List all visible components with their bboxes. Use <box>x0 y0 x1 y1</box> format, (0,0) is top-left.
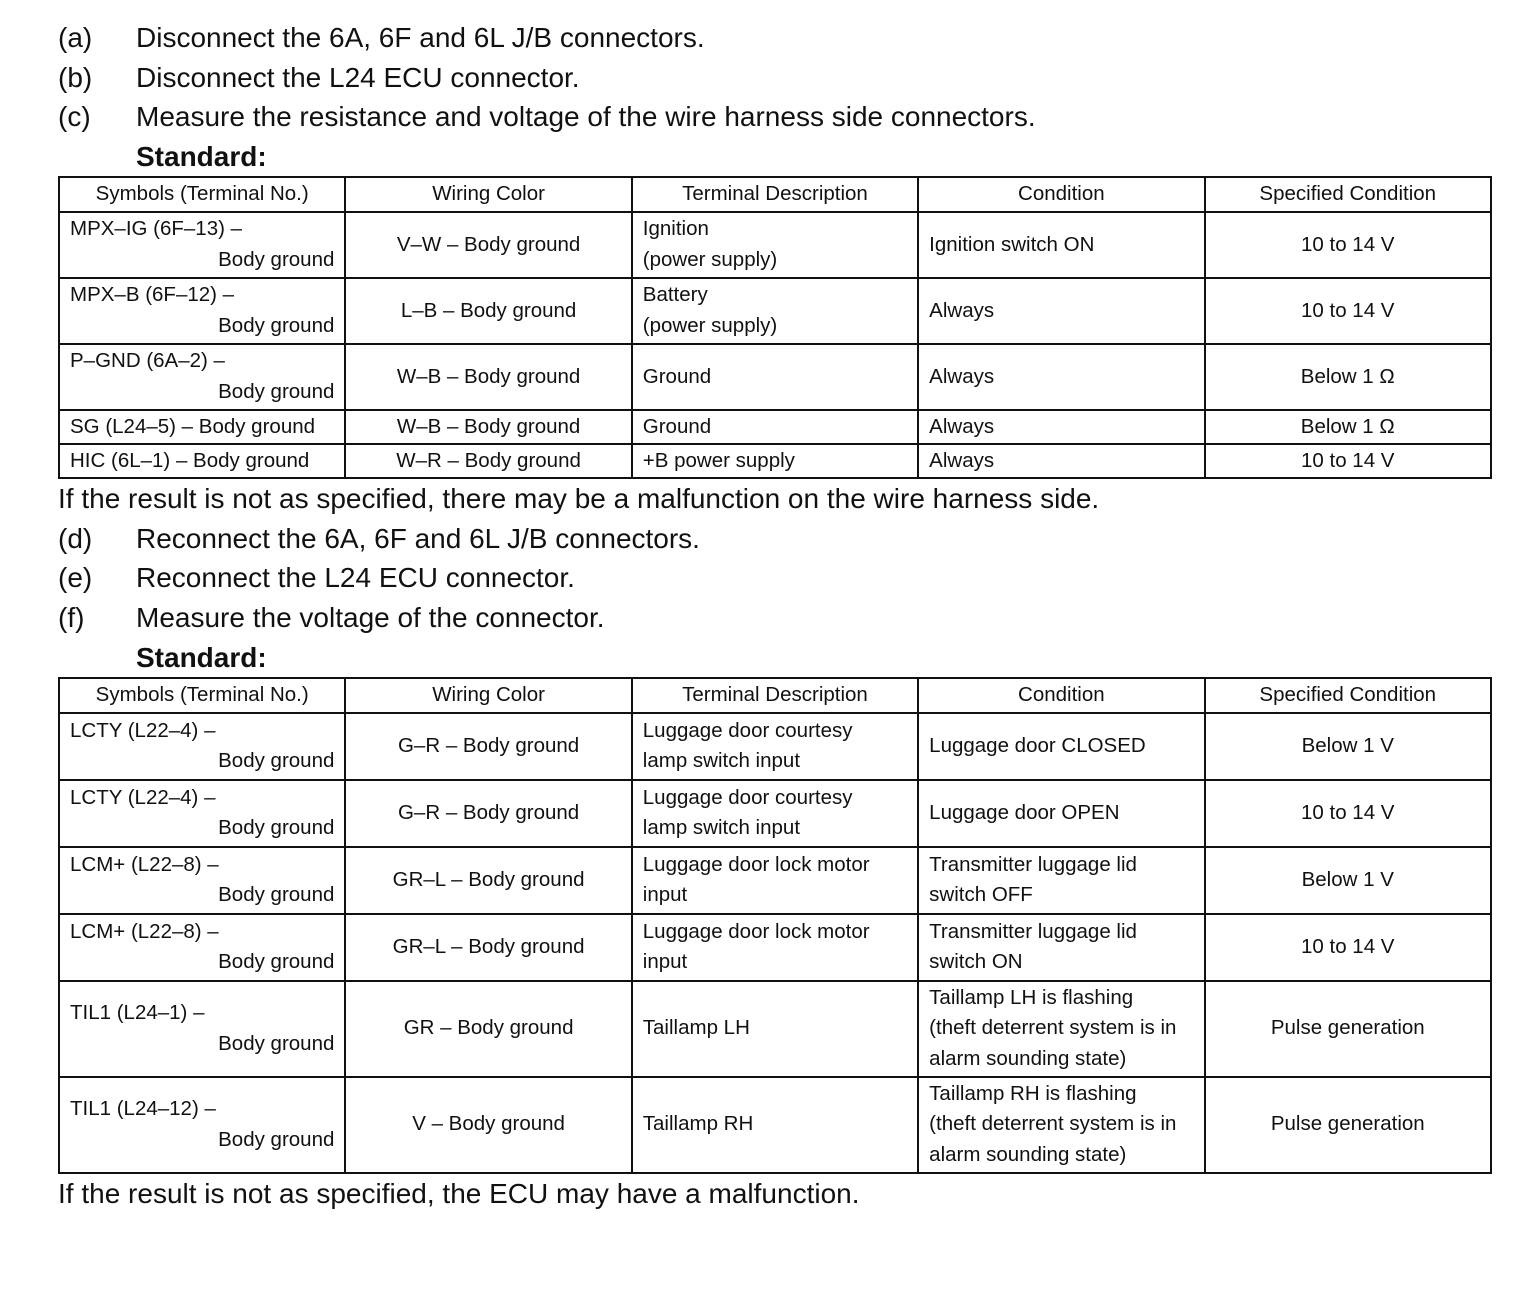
spec-cell: Pulse generation <box>1205 1077 1491 1173</box>
symbol-cell: SG (L24–5) – Body ground <box>59 410 345 444</box>
header-symbols: Symbols (Terminal No.) <box>59 177 345 212</box>
step-label: (f) <box>58 601 85 633</box>
spec-cell: Below 1 Ω <box>1205 344 1491 410</box>
table-row <box>59 1077 1491 1173</box>
description-cell: Luggage door courtesy lamp switch input <box>632 780 918 847</box>
header-terminal-description: Terminal Description <box>632 177 918 212</box>
wiring-cell: W–R – Body ground <box>345 444 631 478</box>
header-condition: Condition <box>918 678 1204 713</box>
wiring-cell: W–B – Body ground <box>345 410 631 444</box>
symbol-cell: LCM+ (L22–8) – Body ground <box>59 847 345 914</box>
table-header-row <box>59 177 1491 212</box>
step-text: Disconnect the L24 ECU connector. <box>136 61 580 93</box>
condition-cell: Always <box>918 344 1204 410</box>
step-text: Measure the voltage of the connector. <box>136 601 605 633</box>
condition-cell: Luggage door CLOSED <box>918 713 1204 780</box>
condition-cell: Transmitter luggage lid switch ON <box>918 914 1204 981</box>
step-b <box>58 58 1490 98</box>
step-a <box>58 18 1490 58</box>
condition-cell: Transmitter luggage lid switch OFF <box>918 847 1204 914</box>
table-row <box>59 780 1491 847</box>
header-specified-condition: Specified Condition <box>1205 678 1491 713</box>
header-symbols: Symbols (Terminal No.) <box>59 678 345 713</box>
standard-heading: Standard: <box>136 140 267 172</box>
resistance-voltage-table <box>58 176 1492 479</box>
symbol-cell: HIC (6L–1) – Body ground <box>59 444 345 478</box>
description-cell: Ground <box>632 410 918 444</box>
description-cell: Ignition (power supply) <box>632 212 918 278</box>
header-wiring-color: Wiring Color <box>345 678 631 713</box>
step-text: Measure the resistance and voltage of the wire harness side connectors. <box>136 101 1036 133</box>
condition-cell: Always <box>918 278 1204 344</box>
condition-cell: Taillamp RH is flashing (theft deterrent system is in alarm sounding state) <box>918 1077 1204 1173</box>
step-label: (b) <box>58 61 93 93</box>
condition-cell: Always <box>918 410 1204 444</box>
wiring-cell: W–B – Body ground <box>345 344 631 410</box>
table-row <box>59 410 1491 444</box>
wiring-cell: G–R – Body ground <box>345 713 631 780</box>
connector-voltage-table <box>58 677 1492 1174</box>
wiring-cell: G–R – Body ground <box>345 780 631 847</box>
spec-cell: Below 1 V <box>1205 713 1491 780</box>
step-label: (e) <box>58 562 93 594</box>
spec-cell: 10 to 14 V <box>1205 278 1491 344</box>
ecu-malfunction-note: If the result is not as specified, the ECU may have a malfunction. <box>58 1177 860 1209</box>
description-cell: Luggage door courtesy lamp switch input <box>632 713 918 780</box>
table-row <box>59 981 1491 1077</box>
step-label: (d) <box>58 522 93 554</box>
spec-cell: Pulse generation <box>1205 981 1491 1077</box>
step-e <box>58 558 1490 598</box>
spec-cell: Below 1 Ω <box>1205 410 1491 444</box>
symbol-cell: MPX–IG (6F–13) – Body ground <box>59 212 345 278</box>
table-row <box>59 847 1491 914</box>
symbol-cell: TIL1 (L24–12) – Body ground <box>59 1077 345 1173</box>
spec-cell: Below 1 V <box>1205 847 1491 914</box>
symbol-cell: TIL1 (L24–1) – Body ground <box>59 981 345 1077</box>
header-terminal-description: Terminal Description <box>632 678 918 713</box>
description-cell: Taillamp RH <box>632 1077 918 1173</box>
step-label: (a) <box>58 22 93 53</box>
condition-cell: Ignition switch ON <box>918 212 1204 278</box>
header-wiring-color: Wiring Color <box>345 177 631 212</box>
step-text: Reconnect the L24 ECU connector. <box>136 562 575 594</box>
header-specified-condition: Specified Condition <box>1205 177 1491 212</box>
step-c <box>58 97 1490 137</box>
spec-cell: 10 to 14 V <box>1205 212 1491 278</box>
spec-cell: 10 to 14 V <box>1205 780 1491 847</box>
table-row <box>59 713 1491 780</box>
table-header-row <box>59 678 1491 713</box>
symbol-cell: LCTY (L22–4) – Body ground <box>59 713 345 780</box>
wire-harness-note: If the result is not as specified, there may be a malfunction on the wire harness side. <box>58 482 1100 514</box>
header-condition: Condition <box>918 177 1204 212</box>
wiring-cell: V–W – Body ground <box>345 212 631 278</box>
description-cell: +B power supply <box>632 444 918 478</box>
table-row <box>59 344 1491 410</box>
condition-cell: Taillamp LH is flashing (theft deterrent system is in alarm sounding state) <box>918 981 1204 1077</box>
description-cell: Luggage door lock motor input <box>632 847 918 914</box>
table-row <box>59 444 1491 478</box>
symbol-cell: LCTY (L22–4) – Body ground <box>59 780 345 847</box>
table-row <box>59 914 1491 981</box>
step-d <box>58 519 1490 559</box>
wiring-cell: GR–L – Body ground <box>345 914 631 981</box>
wiring-cell: GR–L – Body ground <box>345 847 631 914</box>
description-cell: Ground <box>632 344 918 410</box>
condition-cell: Always <box>918 444 1204 478</box>
table-row <box>59 212 1491 278</box>
description-cell: Battery (power supply) <box>632 278 918 344</box>
standard-heading: Standard: <box>136 641 267 673</box>
document-page <box>58 18 1490 1214</box>
step-label: (c) <box>58 101 91 133</box>
wiring-cell: GR – Body ground <box>345 981 631 1077</box>
wiring-cell: V – Body ground <box>345 1077 631 1173</box>
symbol-cell: LCM+ (L22–8) – Body ground <box>59 914 345 981</box>
symbol-cell: MPX–B (6F–12) – Body ground <box>59 278 345 344</box>
table-row <box>59 278 1491 344</box>
description-cell: Luggage door lock motor input <box>632 914 918 981</box>
step-text: Disconnect the 6A, 6F and 6L J/B connectors. <box>136 22 705 53</box>
spec-cell: 10 to 14 V <box>1205 914 1491 981</box>
step-text: Reconnect the 6A, 6F and 6L J/B connectors. <box>136 522 700 554</box>
symbol-cell: P–GND (6A–2) – Body ground <box>59 344 345 410</box>
step-f <box>58 598 1490 638</box>
description-cell: Taillamp LH <box>632 981 918 1077</box>
spec-cell: 10 to 14 V <box>1205 444 1491 478</box>
wiring-cell: L–B – Body ground <box>345 278 631 344</box>
condition-cell: Luggage door OPEN <box>918 780 1204 847</box>
